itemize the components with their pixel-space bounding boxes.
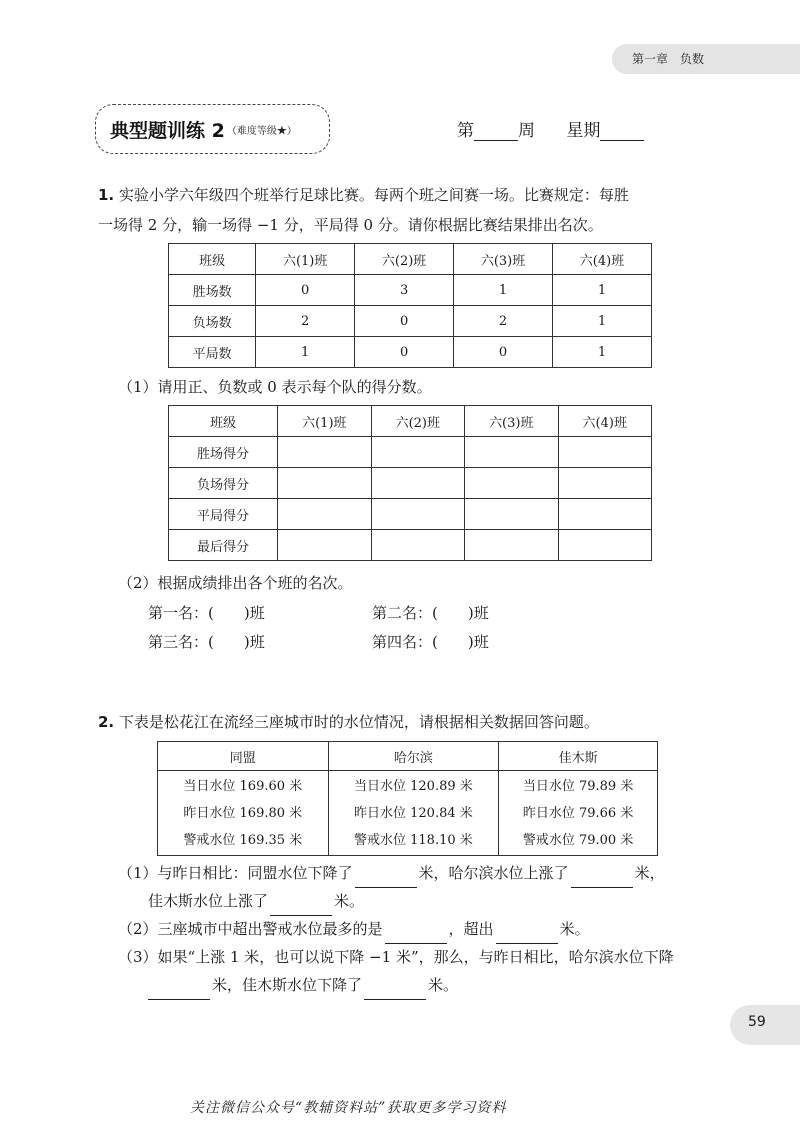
rank-first[interactable]: 第一名：( )班 [148, 604, 265, 622]
city-levels-tongmeng: 当日水位 169.60 米 昨日水位 169.80 米 警戒水位 169.35 米 [158, 771, 329, 856]
answer-cell[interactable] [465, 468, 558, 499]
answer-cell[interactable] [558, 437, 652, 468]
answer-cell[interactable] [558, 499, 652, 530]
table-row: 班级 六(1)班 六(2)班 六(3)班 六(4)班 [169, 244, 652, 275]
water-level-table [157, 741, 658, 856]
rank-second[interactable]: 第二名：( )班 [372, 604, 489, 622]
q2-sub3-line2: 米，佳木斯水位下降了 米。 [148, 970, 458, 1000]
q2-sub2: （2）三座城市中超出警戒水位最多的是 ，超出 米。 [118, 914, 590, 944]
page-number: 59 [748, 1014, 766, 1030]
table-row: 负场数 2 0 2 1 [169, 306, 652, 337]
q2-sub3-line1: （3）如果“上涨 1 米，也可以说下降 −1 米”，那么，与昨日相比，哈尔滨水位下降 [118, 948, 674, 966]
answer-cell[interactable] [278, 468, 371, 499]
weekday-blank[interactable] [600, 140, 644, 141]
answer-cell[interactable] [465, 437, 558, 468]
q1-line1: 1. 实验小学六年级四个班举行足球比赛。每两个班之间赛一场。比赛规定：每胜 [98, 186, 629, 204]
table-row: 班级 六(1)班 六(2)班 六(3)班 六(4)班 [169, 406, 652, 437]
table-row: 平局数 1 0 0 1 [169, 337, 652, 368]
table-row: 最后得分 [169, 530, 652, 561]
q1-line2: 一场得 2 分，输一场得 −1 分，平局得 0 分。请你根据比赛结果排出名次。 [98, 216, 603, 234]
score-table [168, 405, 652, 561]
answer-blank[interactable] [364, 999, 426, 1000]
rank-third[interactable]: 第三名：( )班 [148, 633, 265, 651]
answer-cell[interactable] [558, 530, 652, 561]
answer-cell[interactable] [558, 468, 652, 499]
table-row: 负场得分 [169, 468, 652, 499]
table-row: 胜场数 0 3 1 1 [169, 275, 652, 306]
table-row: 胜场得分 [169, 437, 652, 468]
rank-fourth[interactable]: 第四名：( )班 [372, 633, 489, 651]
footer-note: 关注微信公众号“教辅资料站”获取更多学习资料 [190, 1100, 507, 1116]
table-row [158, 771, 658, 856]
section-title: 典型题训练 2 [110, 119, 225, 142]
q2-sub1-line2: 佳木斯水位上涨了 米。 [148, 886, 364, 916]
answer-blank[interactable] [148, 999, 210, 1000]
q2-line1: 2. 下表是松花江在流经三座城市时的水位情况，请根据相关数据回答问题。 [98, 713, 599, 731]
answer-cell[interactable] [465, 499, 558, 530]
city-levels-harbin: 当日水位 120.89 米 昨日水位 120.84 米 警戒水位 118.10 米 [328, 771, 499, 856]
city-levels-jiamusi: 当日水位 79.89 米 昨日水位 79.66 米 警戒水位 79.00 米 [499, 771, 658, 856]
answer-cell[interactable] [371, 468, 464, 499]
table-row: 同盟 哈尔滨 佳木斯 [158, 742, 658, 771]
match-results-table [168, 243, 652, 368]
answer-cell[interactable] [278, 499, 371, 530]
table-row: 平局得分 [169, 499, 652, 530]
week-blank[interactable] [474, 140, 518, 141]
answer-cell[interactable] [278, 437, 371, 468]
answer-cell[interactable] [371, 499, 464, 530]
answer-cell[interactable] [371, 437, 464, 468]
difficulty-label: （难度等级★） [226, 125, 297, 137]
answer-cell[interactable] [371, 530, 464, 561]
q2-sub1-line1: （1）与昨日相比：同盟水位下降了 米，哈尔滨水位上涨了 米， [118, 858, 665, 888]
q1-sub2: （2）根据成绩排出各个班的名次。 [118, 574, 353, 592]
q1-sub1: （1）请用正、负数或 0 表示每个队的得分数。 [118, 378, 432, 396]
chapter-label: 第一章 负数 [632, 52, 705, 66]
answer-cell[interactable] [278, 530, 371, 561]
answer-blank[interactable] [571, 887, 633, 888]
section-title-box [95, 104, 330, 154]
week-field: 第 周 星期 [457, 116, 644, 141]
answer-cell[interactable] [465, 530, 558, 561]
